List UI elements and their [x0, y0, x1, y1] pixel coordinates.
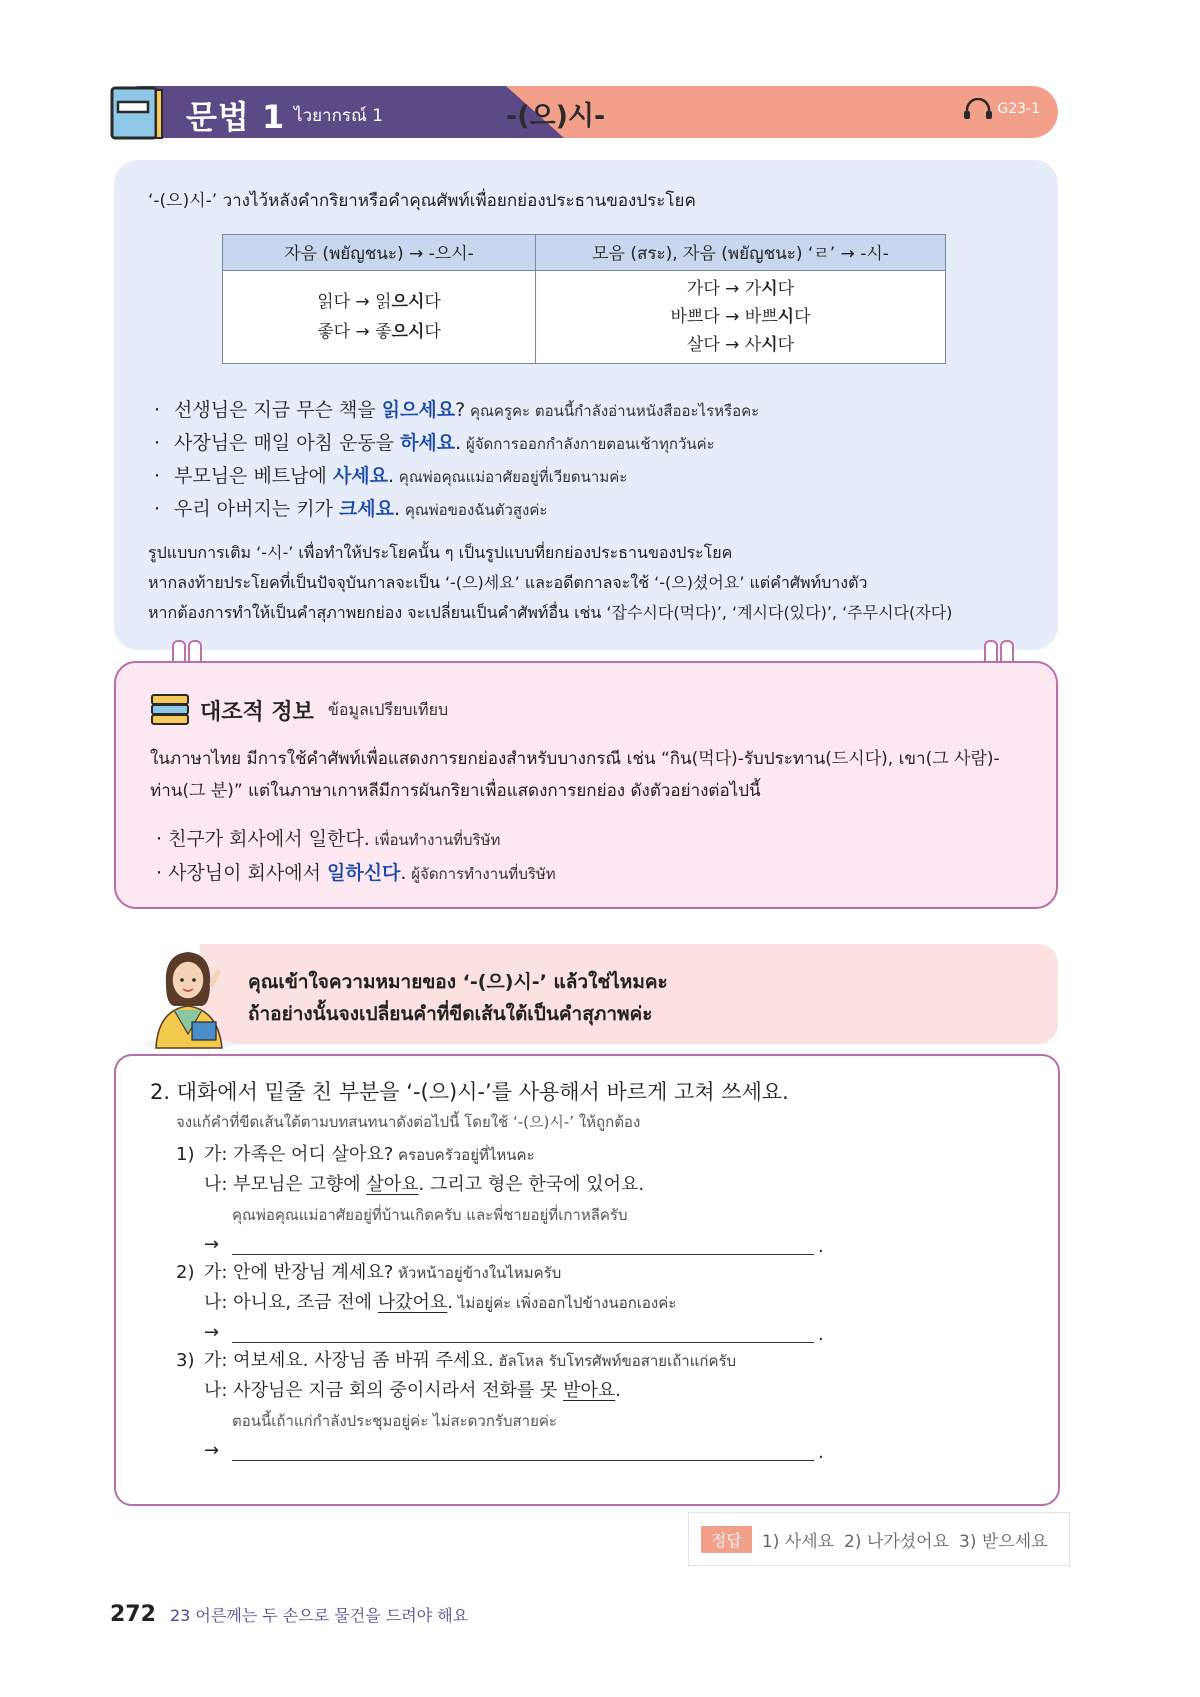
- info-line: ท่าน(그 분)” แต่ในภาษาเกาหลีมีการผันกริยาเพื่อแสดงการยกย่อง ดังตัวอย่างต่อไปนี้: [150, 781, 761, 801]
- note-line: หากลงท้ายประโยคที่เป็นปัจจุบันกาลจะเป็น ‘-(으)세요’ และอดีตกาลจะใช้ ‘-(으)셨어요’ แต่คำศัพท์บางตัว: [148, 573, 868, 592]
- exercise-item-1: [176, 1140, 824, 1262]
- table-header-consonant: 자음 (พยัญชนะ) → -으시-: [223, 235, 536, 271]
- table-row: 가다 → 가시다: [686, 279, 795, 299]
- contrast-info-box: [114, 661, 1058, 909]
- page-number: 272: [110, 1602, 156, 1627]
- conjugation-table: [222, 234, 946, 364]
- answer-item: 2) 나가셨어요: [844, 1531, 950, 1552]
- header-grammar-pattern: -(으)시-: [506, 101, 606, 132]
- answer-item: 1) 사세요: [761, 1531, 835, 1552]
- header-title: 문법 1: [186, 98, 286, 136]
- table-row: 바쁘다 → 바쁘시다: [670, 307, 811, 327]
- table-row: 읽다 → 읽으시다: [317, 292, 441, 312]
- table-cell-consonant: [223, 271, 536, 364]
- list-item: · 선생님은 지금 무슨 책을 읽으세요? คุณครูคะ ตอนนี้กำลังอ่านหนังสืออะไรหรือคะ: [154, 399, 760, 421]
- lesson-header: [114, 86, 1058, 138]
- chapter-title: 23 어른께는 두 손으로 물건을 드려야 해요: [169, 1606, 469, 1625]
- exercise-subtitle: จงแก้คำที่ขีดเส้นใต้ตามบทสนทนาดังต่อไปนี้ โดยใช้ ‘-(으)시-’ ให้ถูกต้อง: [176, 1113, 641, 1131]
- dialogue-line-b: 나: 부모님은 고향에 살아요. 그리고 형은 한국에 있어요.: [204, 1174, 645, 1195]
- bubble-line: ถ้าอย่างนั้นจงเปลี่ยนคำที่ขีดเส้นใต้เป็นคำสุภาพค่ะ: [248, 1003, 653, 1025]
- list-item: · 부모님은 베트남에 사세요. คุณพ่อคุณแม่อาศัยอยู่ที่เวียดนามค่ะ: [154, 465, 628, 487]
- exercise-item-2: [176, 1258, 824, 1350]
- grammar-note: [148, 538, 952, 628]
- exercise-title: 2. 대화에서 밑줄 친 부분을 ‘-(으)시-’를 사용해서 바르게 고쳐 쓰세요.: [150, 1080, 789, 1104]
- headphones-icon: [963, 98, 993, 120]
- list-item: · 친구가 회사에서 일한다. เพื่อนทำงานที่บริษัท: [156, 828, 501, 850]
- answer-key: [688, 1512, 1070, 1566]
- dialogue-line-a: 3) 가: 여보세요. 사장님 좀 바꿔 주세요. ฮัลโหล รับโทรศัพท์ขอสายเถ้าแก่ครับ: [176, 1350, 737, 1371]
- exercise-item-3: [176, 1346, 824, 1468]
- dialogue-translation: ตอนนี้เถ้าแก่กำลังประชุมอยู่ค่ะ ไม่สะดวกรับสายค่ะ: [232, 1412, 557, 1430]
- table-header-vowel: 모음 (สระ), 자음 (พยัญชนะ) ‘ㄹ’ → -시-: [536, 235, 946, 271]
- page-footer: [110, 1602, 468, 1627]
- dialogue-line-b: 나: 사장님은 지금 회의 중이시라서 전화를 못 받아요.: [204, 1380, 622, 1401]
- dialogue-line-a: 2) 가: 안에 반장님 계세요? หัวหน้าอยู่ข้างในไหมครับ: [176, 1262, 562, 1283]
- info-title: 대조적 정보: [200, 699, 314, 725]
- table-row: 살다 → 사시다: [686, 335, 795, 355]
- stacked-books-icon: [150, 693, 190, 727]
- answer-key-label: 정답: [701, 1526, 752, 1553]
- note-line: รูปแบบการเติม ‘-시-’ เพื่อทำให้ประโยคนั้น ๆ เป็นรูปแบบที่ยกย่องประธานของประโยค: [148, 543, 733, 562]
- list-item: · 사장님은 매일 아침 운동을 하세요. ผู้จัดการออกกำลังกายตอนเช้าทุกวันค่ะ: [154, 432, 715, 454]
- info-subtitle: ข้อมูลเปรียบเทียบ: [327, 699, 449, 719]
- answer-item: 3) 받으세요: [959, 1531, 1048, 1552]
- list-item: · 사장님이 회사에서 일하신다. ผู้จัดการทำงานที่บริษัท: [156, 862, 556, 884]
- dialogue-line-b: 나: 아니요, 조금 전에 나갔어요. ไม่อยู่ค่ะ เพิ่งออกไปข้างนอกเองค่ะ: [204, 1292, 677, 1313]
- exercise-box: [114, 1054, 1060, 1506]
- bubble-line: คุณเข้าใจความหมายของ ‘-(으)시-’ แล้วใช่ไหมคะ: [248, 971, 668, 993]
- list-item: · 우리 아버지는 키가 크세요. คุณพ่อของฉันตัวสูงค่ะ: [154, 498, 548, 520]
- table-cell-vowel: [536, 271, 946, 364]
- arrow-icon: →: [204, 1234, 220, 1255]
- dialogue-line-a: 1) 가: 가족은 어디 살아요? ครอบครัวอยู่ที่ไหนคะ: [176, 1144, 535, 1165]
- answer-field-3[interactable]: [176, 1436, 824, 1468]
- answer-underline: [232, 1342, 814, 1343]
- arrow-icon: →: [204, 1322, 220, 1343]
- info-text: [150, 743, 1030, 807]
- header-subtitle: ไวยากรณ์ 1: [294, 106, 384, 126]
- grammar-intro: ‘-(으)시-’ วางไว้หลังคำกริยาหรือคำคุณศัพท์เพื่อยกย่องประธานของประโยค: [148, 191, 696, 211]
- teacher-illustration: [144, 944, 234, 1050]
- bubble-text: [248, 966, 668, 1030]
- answer-period: .: [818, 1442, 824, 1463]
- dialogue-translation: คุณพ่อคุณแม่อาศัยอยู่ที่บ้านเกิดครับ และพี่ชายอยู่ที่เกาหลีครับ: [232, 1206, 628, 1224]
- audio-track-code: G23-1: [997, 101, 1040, 117]
- example-sentence-list: [154, 394, 759, 526]
- arrow-icon: →: [204, 1440, 220, 1461]
- book-icon: [110, 84, 166, 142]
- answer-underline: [232, 1460, 814, 1461]
- info-heading: [150, 693, 448, 727]
- info-example-list: [156, 823, 556, 891]
- teacher-speech-bubble: [200, 944, 1058, 1044]
- answer-period: .: [818, 1324, 824, 1345]
- info-line: ในภาษาไทย มีการใช้คำศัพท์เพื่อแสดงการยกย่องสำหรับบางกรณี เช่น “กิน(먹다)-รับประทาน(드시다), เขา(그 사람)-: [150, 749, 1000, 769]
- answer-period: .: [818, 1236, 824, 1257]
- audio-track-button[interactable]: [963, 98, 1040, 120]
- note-line: หากต้องการทำให้เป็นคำสุภาพยกย่อง จะเปลี่ยนเป็นคำศัพท์อื่น เช่น ‘잡수시다(먹다)’, ‘계시다(있다)’, ‘주무시다(자다): [148, 603, 953, 622]
- answer-underline: [232, 1254, 814, 1255]
- table-row: 좋다 → 좋으시다: [317, 322, 441, 342]
- grammar-explanation-box: [114, 160, 1058, 650]
